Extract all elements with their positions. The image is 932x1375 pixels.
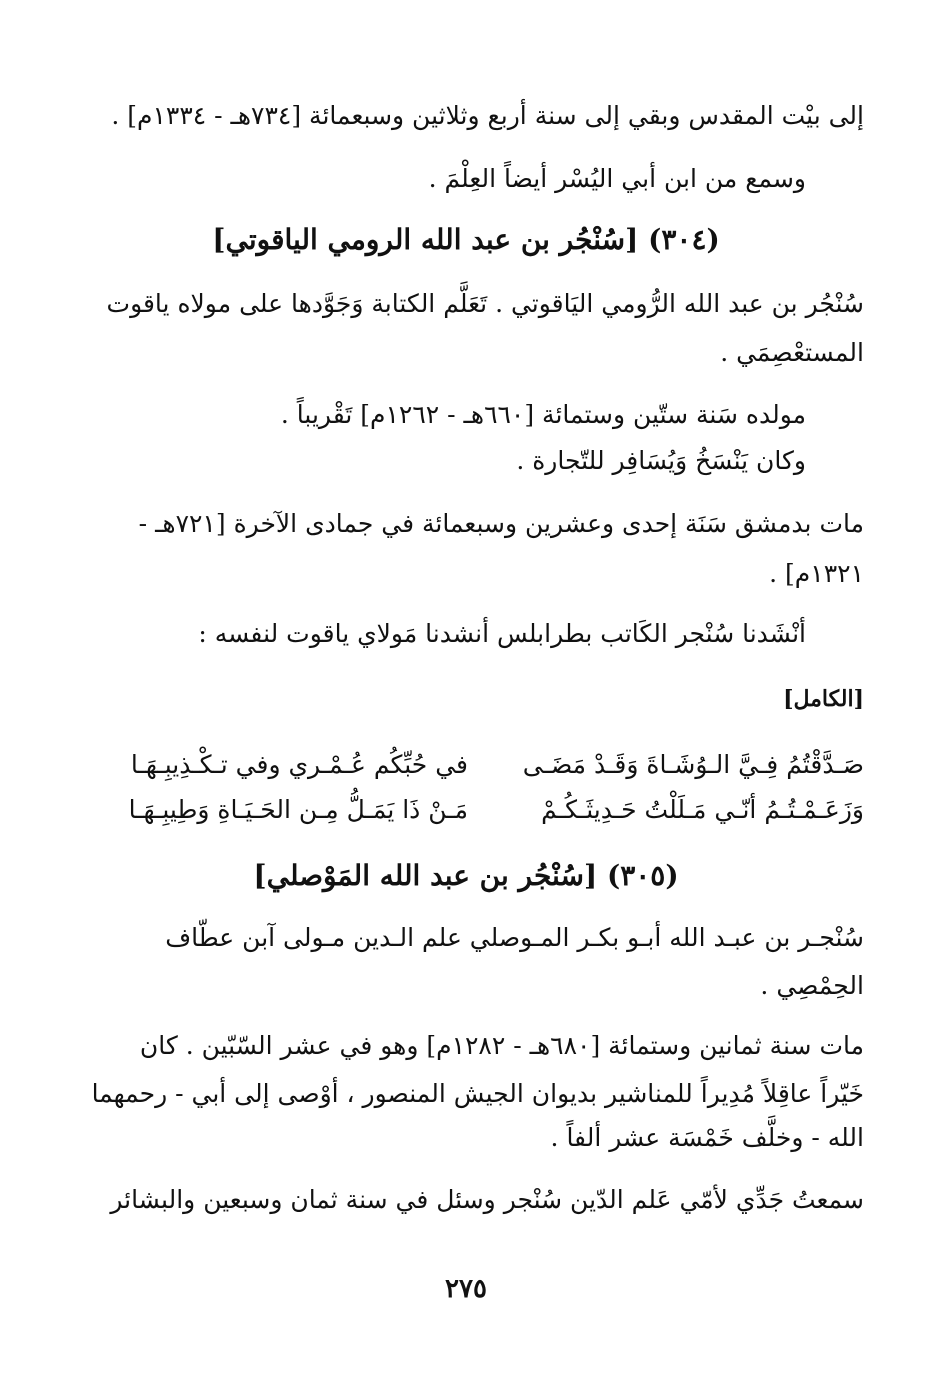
page-number: ٢٧٥ (445, 1274, 487, 1304)
poem-meter-label: [الكامل] (783, 686, 864, 712)
entry-heading-304: (٣٠٤) [سُنْجُر بن عبد الله الرومي الياقوتي] (212, 223, 720, 256)
entry-heading-305: (٣٠٥) [سُنْجُر بن عبد الله المَوْصلي] (253, 859, 679, 892)
verse-hemistich: وَزَعَـمْـتُـمُ أنّـي مَـلَلْتُ حَـدِيثَـكُـمْ (541, 795, 864, 824)
verse-hemistich: في حُبِّكُم عُـمْـري وفي تـكْـذِيبِـهَـا (130, 750, 468, 779)
text-line: سُنْجُر بن عبد الله الرُّومي اليَاقوتي . تَعَلَّم الكتابة وَجَوَّدها على مولاه ياقوت (106, 289, 864, 318)
text-line: مات سنة ثمانين وستمائة [٦٨٠هـ - ١٢٨٢م] وهو في عشر السّبّين . كان (139, 1031, 864, 1060)
text-line: إلى بيْت المقدس وبقي إلى سنة أربع وثلاثين وسبعمائة [٧٣٤هـ - ١٣٣٤م] . (111, 101, 864, 130)
text-line: مولده سَنة ستّين وستمائة [٦٦٠هـ - ١٢٦٢م] تَقْريباً . (280, 400, 806, 429)
text-line: سُنْجـر بن عبـد الله أبـو بكـر المـوصلي علم الـدين مـولى آبن عطّاف (165, 923, 864, 952)
text-line: الحِمْصِي . (760, 971, 864, 1000)
verse-hemistich: صَـدَّقْتُمُ فِـيَّ الـوُشَـاةَ وَقَـدْ مَضَـى (522, 750, 864, 779)
text-line: ١٣٢١م] . (769, 559, 864, 588)
text-line: وسمع من ابن أبي اليُسْر أيضاً العِلْمَ . (428, 164, 806, 193)
text-line: سمعتُ جَدِّي لأمّي عَلم الدّين سُنْجر وسئل في سنة ثمان وسبعين والبشائر (110, 1185, 864, 1214)
text-line: خَيّراً عاقِلاً مُدِيراً للمناشير بديوان الجيش المنصور ، أوْصى إلى أبي - رحمهما (91, 1079, 864, 1108)
text-line: أنْشَدنا سُنْجر الكَاتب بطرابلس أنشدنا مَولاي ياقوت لنفسه : (198, 619, 806, 648)
text-line: مات بدمشق سَنَة إحدى وعشرين وسبعمائة في جمادى الآخرة [٧٢١هـ - (138, 509, 864, 538)
verse-hemistich: مَـنْ ذَا يَمَـلُّ مِـن الحَـيَـاةِ وَطِيبِـهَـا (128, 795, 468, 824)
text-line: الله - وخلَّف خَمْسَة عشر ألفاً . (550, 1123, 864, 1152)
text-line: وكان يَنْسَخُ وَيُسَافِر للتّجارة . (516, 446, 806, 475)
text-line: المستعْصِمَي . (720, 338, 864, 367)
